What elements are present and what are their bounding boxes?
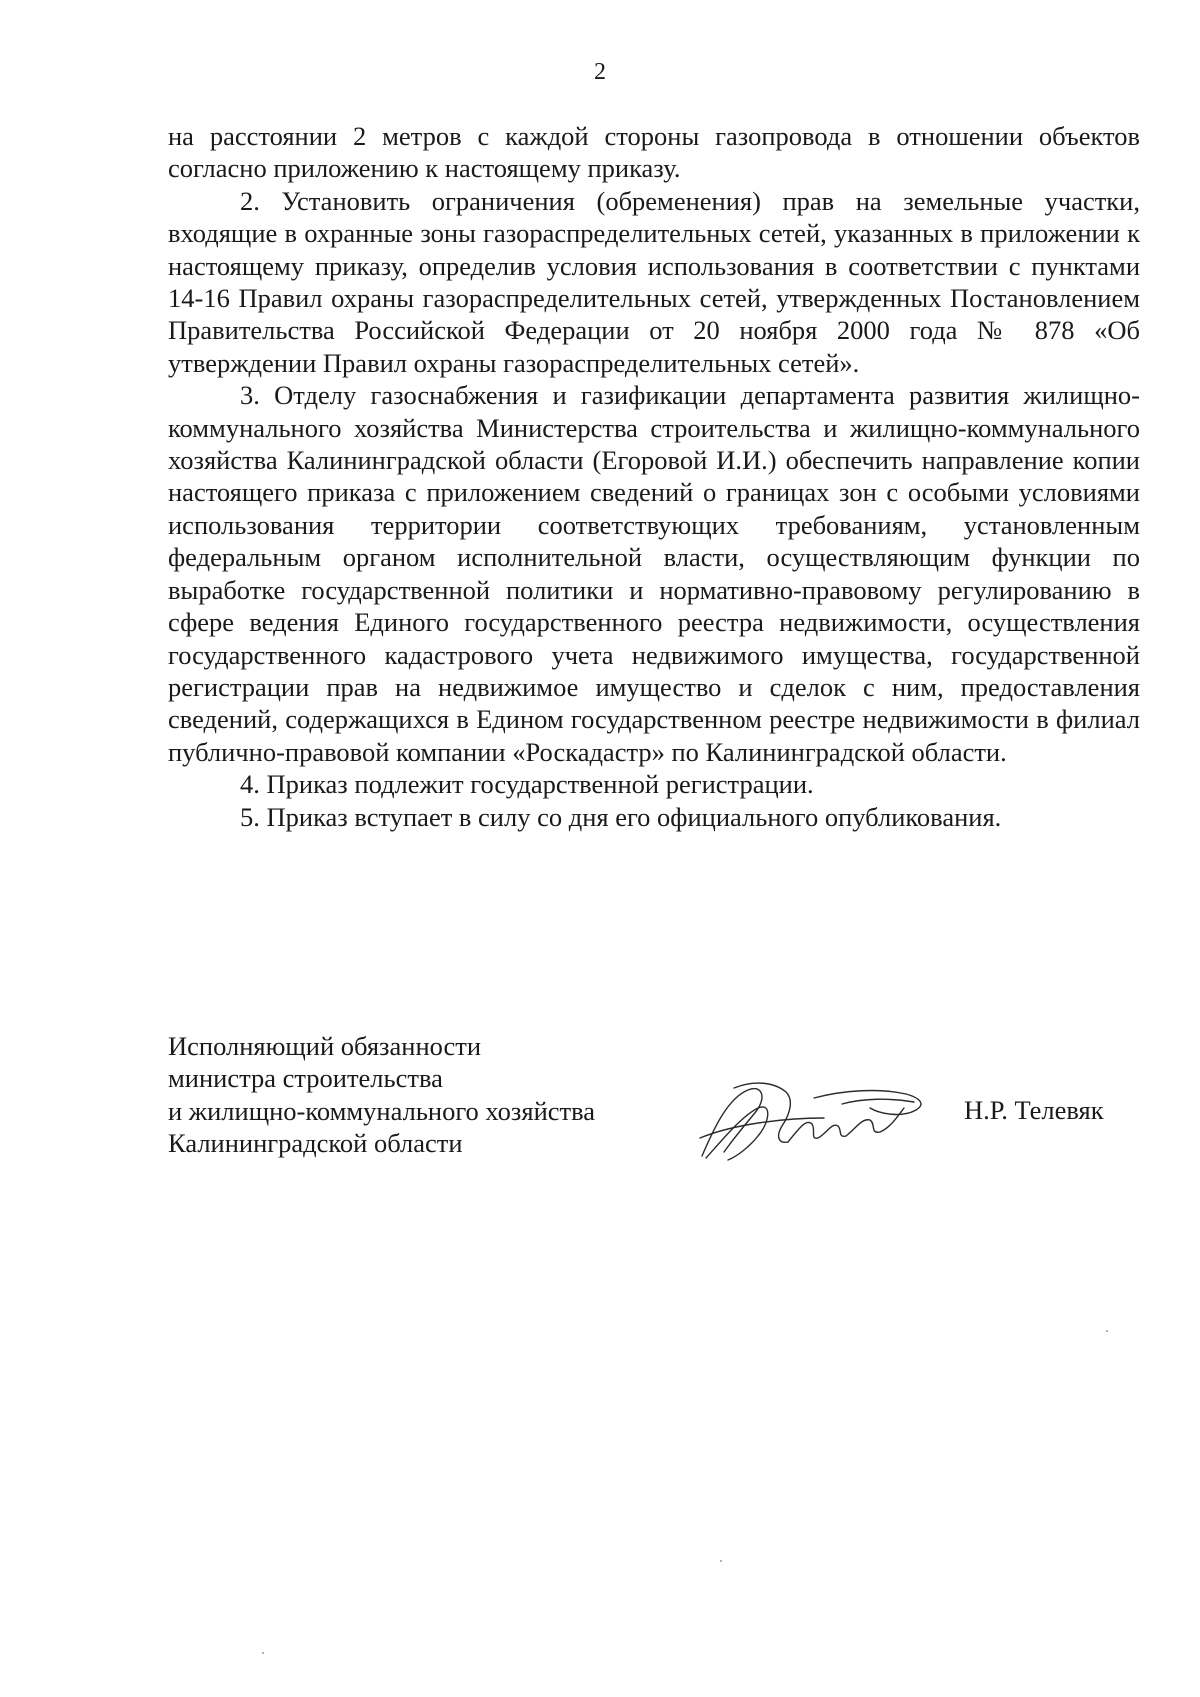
- paragraph-item-4: 4. Приказ подлежит государственной регистрации.: [240, 769, 814, 800]
- scan-speck: [720, 1560, 722, 1562]
- signatory-position: [168, 1030, 595, 1160]
- scan-speck: [1106, 1330, 1108, 1332]
- document-body: [168, 120, 1140, 833]
- position-line: Исполняющий обязанности: [168, 1031, 482, 1061]
- paragraph-item-5: 5. Приказ вступает в силу со дня его официального опубликования.: [240, 801, 1002, 832]
- position-line: министра строительства: [168, 1063, 443, 1094]
- signatory-name: Н.Р. Телевяк: [964, 1095, 1104, 1125]
- paragraph-item-3: 3. Отделу газоснабжения и газификации департамента развития жилищно-коммунального хозяйства Министерства строительства и жилищно-коммунального хозяйства Калининградской области (Егоровой И.И.) обеспечить направление копии настоящего приказа с приложением сведений о границах зон с особыми условиями использования территории соответствующих требованиям, установленным федеральным органом исполнительной власти, осуществляющим функции по выработке государственной политики и нормативно-правовому регулированию в сфере ведения Единого государственного реестра недвижимости, осуществления государственного кадастрового учета недвижимого имущества, государственной регистрации прав на недвижимое имущество и сделок с ним, предоставления сведений, содержащихся в Едином государственном реестре недвижимости в филиал публично-правовой компании «Роскадастр» по Калининградской области.: [168, 380, 1140, 767]
- position-line: и жилищно-коммунального хозяйства: [168, 1095, 596, 1126]
- position-line: Калининградской области: [168, 1128, 463, 1159]
- scan-speck: [262, 1652, 264, 1654]
- handwritten-signature: [694, 1068, 934, 1174]
- page-number: 2: [594, 59, 606, 85]
- paragraph-continuation: на расстоянии 2 метров с каждой стороны газопровода в отношении объектов согласно приложению к настоящему приказу.: [168, 121, 1140, 184]
- paragraph-item-2: 2. Установить ограничения (обременения) прав на земельные участки, входящие в охранные зоны газораспределительных сетей, указанных в приложении к настоящему приказу, определив условия использования в соответствии с пунктами 14-16 Правил охраны газораспределительных сетей, утвержденных Постановлением Правительства Российской Федерации от 20 ноября 2000 года № 878 «Об утверждении Правил охраны газораспределительных сетей».: [168, 185, 1140, 378]
